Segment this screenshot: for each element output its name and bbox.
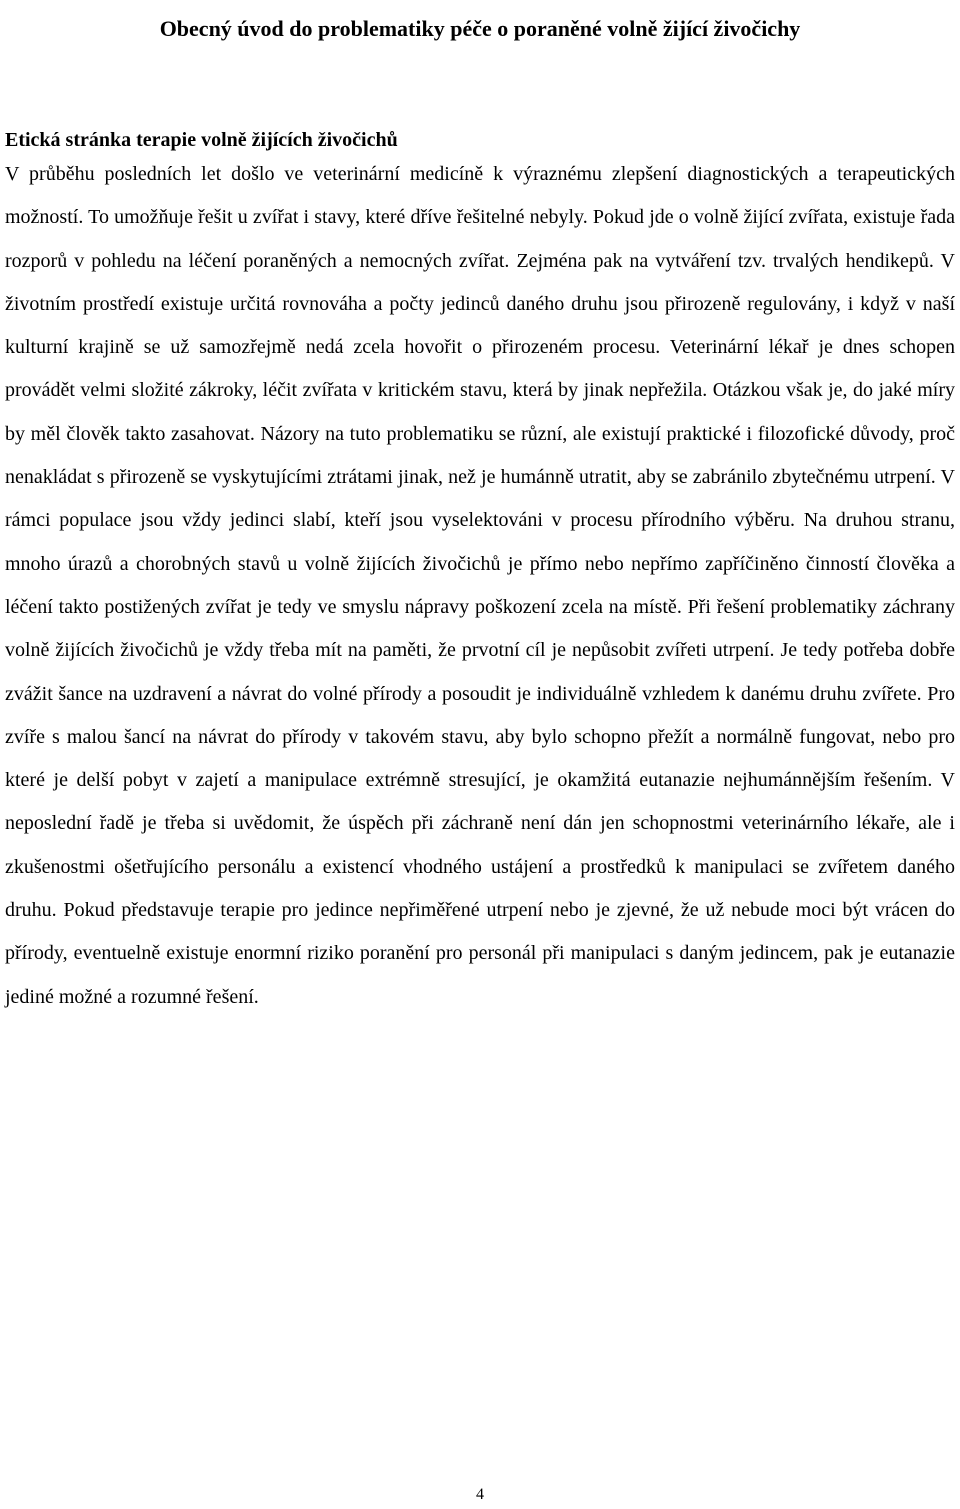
body-paragraph: V průběhu posledních let došlo ve veterinární medicíně k výraznému zlepšení diagnostických a terapeutických možností. To umožňuje řešit u zvířat i stavy, které dříve řešitelné nebyly. Pokud jde o volně žijící zvířata, existuje řada rozporů v pohledu na léčení poraněných a nemocných zvířat. Zejména pak na vytváření tzv. trvalých hendikepů. V životním prostředí existuje určitá rovnováha a počty jedinců daného druhu jsou přirozeně regulovány, i když v naší kulturní krajině se už samozřejmě nedá zcela hovořit o přirozeném procesu. Veterinární lékař je dnes schopen provádět velmi složité zákroky, léčit zvířata v kritickém stavu, která by jinak nepřežila. Otázkou však je, do jaké míry by měl člověk takto zasahovat. Názory na tuto problematiku se různí, ale existují praktické i filozofické důvody, proč nenakládat s přirozeně se vyskytujícími ztrátami jinak, než je humánně utratit, aby se zabránilo zbytečnému utrpení. V rámci populace jsou vždy jedinci slabí, kteří jsou vyselektováni v procesu přírodního výběru. Na druhou stranu, mnoho úrazů a chorobných stavů u volně žijících živočichů je přímo nebo nepřímo zapříčiněno činností člověka a léčení takto postižených zvířat je tedy ve smyslu nápravy poškození zcela na místě. Při řešení problematiky záchrany volně žijících živočichů je vždy třeba mít na paměti, že prvotní cíl je nepůsobit zvířeti utrpení. Je tedy potřeba dobře zvážit šance na uzdravení a návrat do volné přírody a posoudit je individuálně vzhledem k danému druhu zvířete. Pro zvíře s malou šancí na návrat do přírody v takovém stavu, aby bylo schopno přežít a normálně fungovat, nebo pro které je delší pobyt v zajetí a manipulace extrémně stresující, je okamžitá eutanazie nejhumánnějším řešením. V neposlední řadě je třeba si uvědomit, že úspěch při záchraně není dán jen schopnostmi veterinárního lékaře, ale i zkušenostmi ošetřujícího personálu a existencí vhodného ustájení a prostředků k manipulaci se zvířetem daného druhu. Pokud představuje terapie pro jedince nepřiměřené utrpení nebo je zjevné, že už nebude moci být vrácen do přírody, eventuelně existuje enormní riziko poranění pro personál při manipulaci s daným jedincem, pak je eutanazie jediné možné a rozumné řešení. [5, 163, 955, 1008]
page-number: 4 [476, 1486, 484, 1503]
section-heading: Etická stránka terapie volně žijících živočichů [5, 128, 398, 151]
page-title: Obecný úvod do problematiky péče o poraněné volně žijící živočichy [159, 15, 801, 41]
